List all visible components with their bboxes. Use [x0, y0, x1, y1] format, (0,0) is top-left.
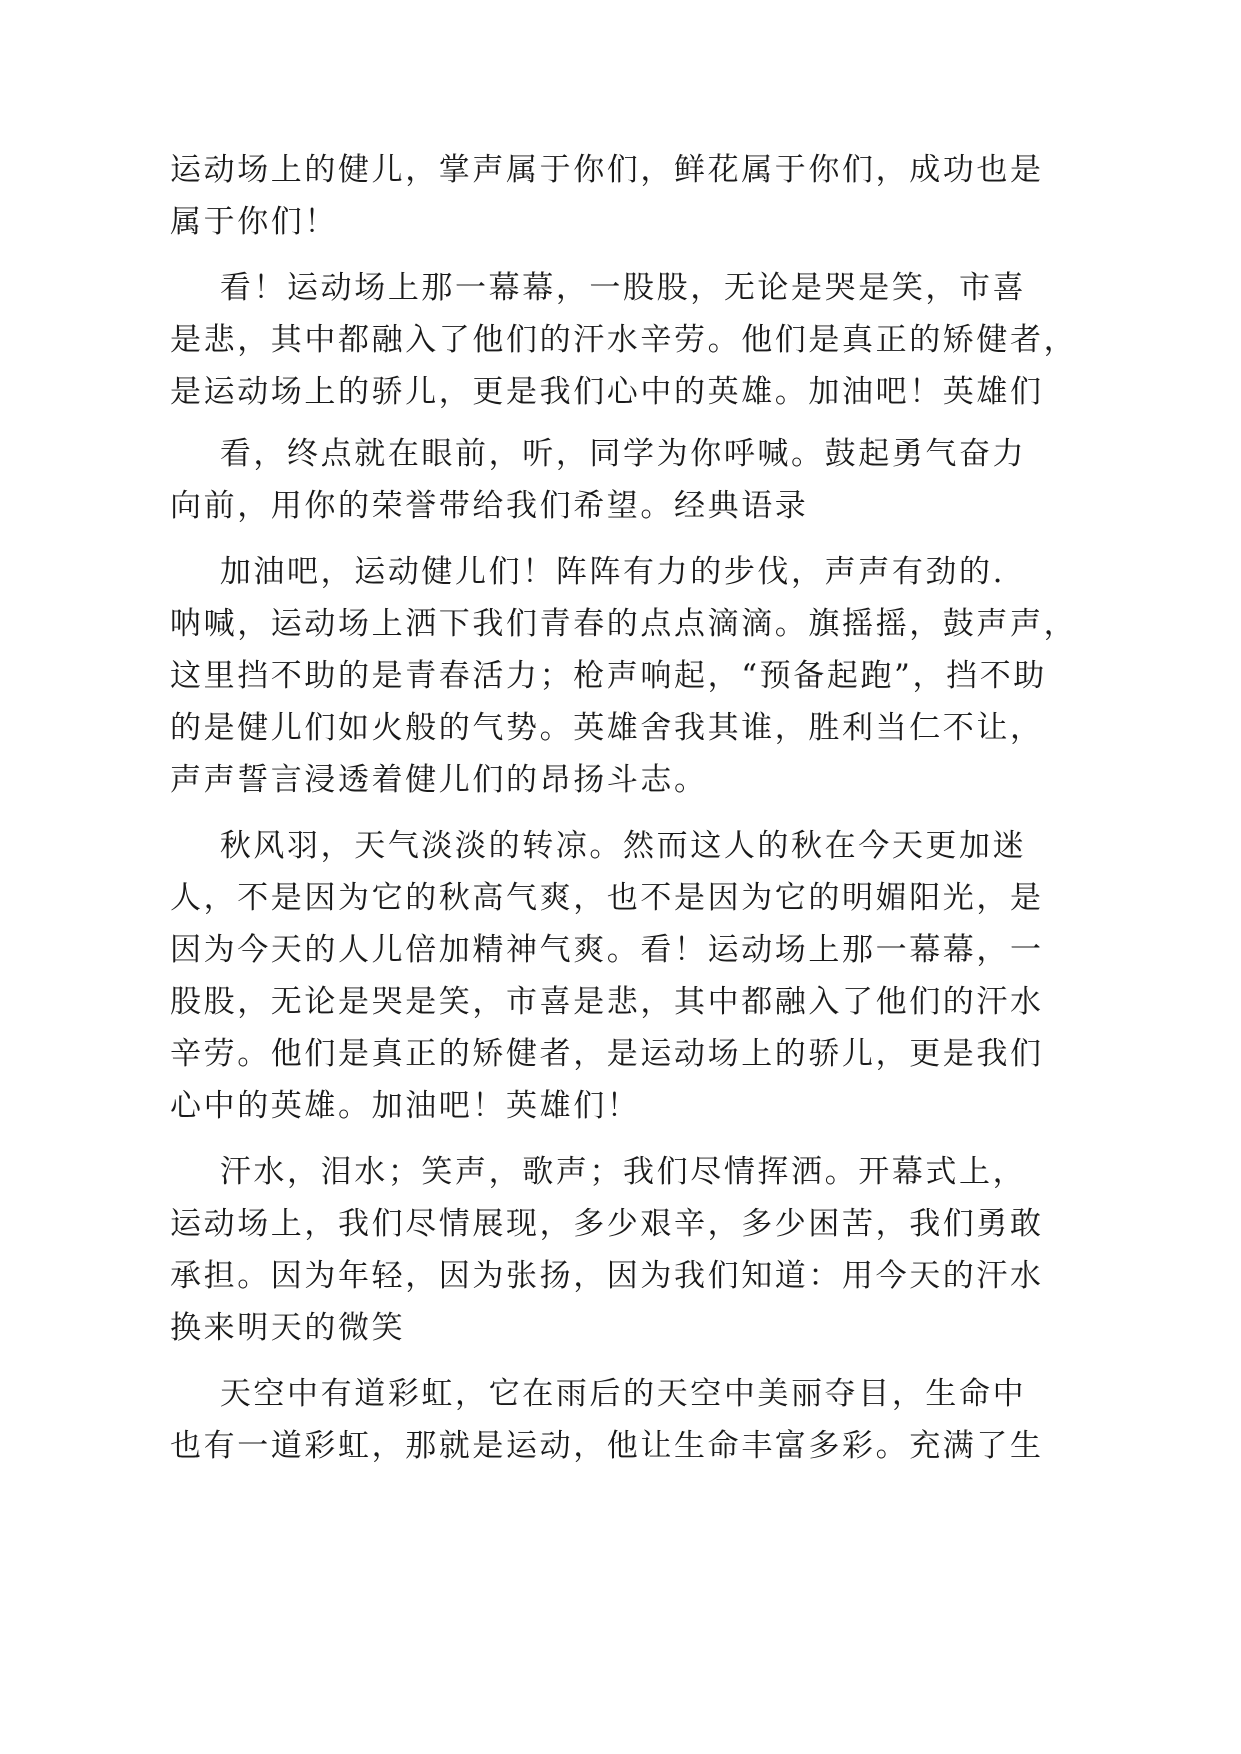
text-line: 看！运动场上那一幕幕，一股股，无论是哭是笑，市喜	[170, 270, 1027, 306]
text-line: 声声誓言浸透着健儿们的昂扬斗志。	[170, 762, 708, 798]
text-line: 向前，用你的荣誉带给我们希望。经典语录	[170, 488, 809, 524]
text-line: 是悲，其中都融入了他们的汗水辛劳。他们是真正的矫健者，	[170, 322, 1078, 358]
text-line: 辛劳。他们是真正的矫健者，是运动场上的骄儿，更是我们	[170, 1036, 1044, 1072]
text-line: 运动场上，我们尽情展现，多少艰辛，多少困苦，我们勇敢	[170, 1206, 1044, 1242]
text-line: 属于你们！	[170, 204, 338, 240]
text-line: 因为今天的人儿倍加精神气爽。看！运动场上那一幕幕，一	[170, 932, 1044, 968]
text-line: 看，终点就在眼前，听，同学为你呼喊。鼓起勇气奋力	[170, 436, 1027, 472]
text-line: 的是健儿们如火般的气势。英雄舍我其谁，胜利当仁不让，	[170, 710, 1044, 746]
text-line: 也有一道彩虹，那就是运动，他让生命丰富多彩。充满了生	[170, 1428, 1044, 1464]
text-line: 运动场上的健儿，掌声属于你们，鲜花属于你们，成功也是	[170, 152, 1044, 188]
text-line: 秋风羽，天气淡淡的转凉。然而这人的秋在今天更加迷	[170, 828, 1027, 864]
text-line: 是运动场上的骄儿，更是我们心中的英雄。加油吧！英雄们	[170, 374, 1044, 410]
text-line: 人，不是因为它的秋高气爽，也不是因为它的明媚阳光，是	[170, 880, 1044, 916]
text-line: 承担。因为年轻，因为张扬，因为我们知道：用今天的汗水	[170, 1258, 1044, 1294]
text-line: 加油吧，运动健儿们！阵阵有力的步伐，声声有劲的.	[170, 554, 1006, 590]
text-line: 天空中有道彩虹，它在雨后的天空中美丽夺目，生命中	[170, 1376, 1027, 1412]
text-line: 呐喊，运动场上洒下我们青春的点点滴滴。旗摇摇，鼓声声，	[170, 606, 1078, 642]
text-line: 这里挡不助的是青春活力；枪声响起，“预备起跑”，挡不助	[170, 658, 1047, 694]
text-line: 汗水，泪水；笑声，歌声；我们尽情挥洒。开幕式上，	[170, 1154, 1027, 1190]
text-line: 换来明天的微笑	[170, 1310, 406, 1346]
text-line: 股股，无论是哭是笑，市喜是悲，其中都融入了他们的汗水	[170, 984, 1044, 1020]
text-line: 心中的英雄。加油吧！英雄们！	[170, 1088, 641, 1124]
